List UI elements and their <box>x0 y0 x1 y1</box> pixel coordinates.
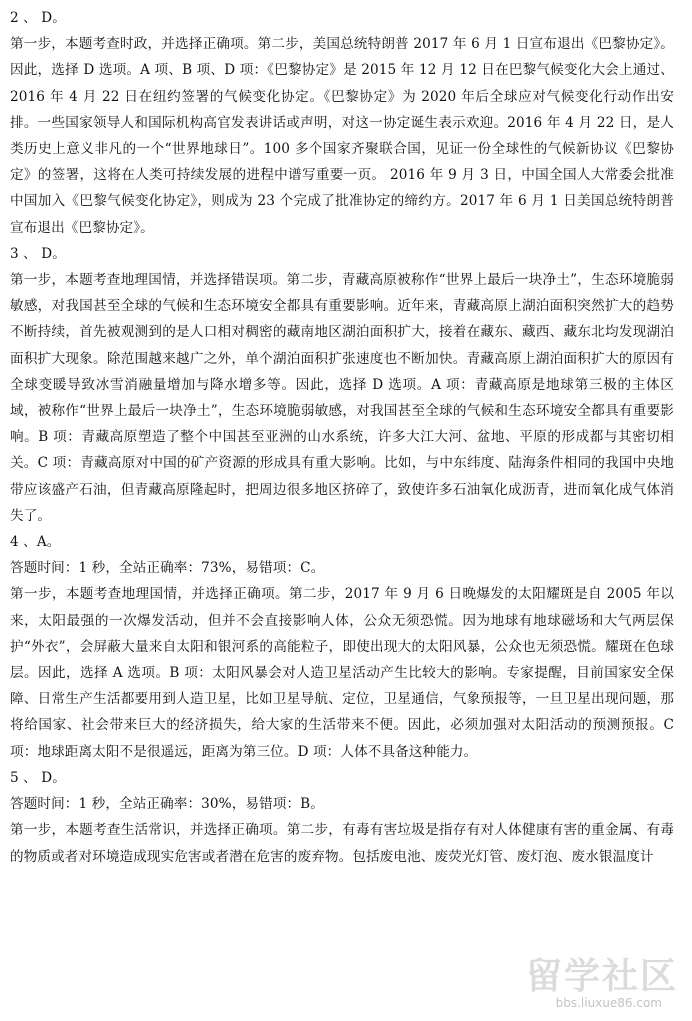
answer-3-heading: 3 、 D。 <box>10 245 66 262</box>
site-watermark <box>498 957 684 1015</box>
answer-5-explanation: 第一步，本题考查生活常识，并选择正确项。第二步，有毒有害垃圾是指存有对人体健康有害的重金属、有毒的物质或者对环境造成现实危害或者潜在危害的废弃物。包括废电池、废荧光灯管、废灯泡、废水银温度计 <box>10 822 674 865</box>
watermark-logo: 留学社区 <box>525 956 678 997</box>
answer-2-explanation: 第一步，本题考查时政，并选择正确项。第二步，美国总统特朗普 2017 年 6 月 1 日宣布退出《巴黎协定》。因此，选择 D 选项。A 项、B 项、D 项：《巴黎协定》是 2015 年 12 月 12 日在巴黎气候变化大会上通过、2016 年 4 月 22 日在纽约签署的气候变化协定。《巴黎协定》为 2020 年后全球应对气候变化行动作出安排。一些国家领导人和国际机构高官发表讲话或声明，对这一协定诞生表示欢迎。2016 年 4 月 22 日，是人类历史上意义非凡的一个“世界地球日”。100 多个国家齐聚联合国，见证一份全球性的气候新协议《巴黎协定》的签署，这将在人类可持续发展的进程中谱写重要一页。 2016 年 9 月 3 日，中国全国人大常委会批准中国加入《巴黎气候变化协定》，则成为 23 个完成了批准协定的缔约方。2017 年 6 月 1 日美国总统特朗普宣布退出《巴黎协定》。 <box>10 36 674 236</box>
answer-5-stats: 答题时间：1 秒，全站正确率：30%，易错项：B。 <box>10 796 324 813</box>
answer-5-heading: 5 、 D。 <box>10 769 66 786</box>
answer-2-heading: 2 、 D。 <box>10 10 66 26</box>
answer-3-explanation: 第一步，本题考查地理国情，并选择错误项。第二步，青藏高原被称作“世界上最后一块净土”，生态环境脆弱敏感，对我国甚至全球的气候和生态环境安全都具有重要影响。近年来，青藏高原上湖泊面积突然扩大的趋势不断持续，首先被观测到的是人口相对稠密的藏南地区湖泊面积扩大，接着在藏东、藏西、藏东北均发现湖泊面积扩大现象。除范围越来越广之外，单个湖泊面积扩张速度也不断加快。青藏高原上湖泊面积扩大的原因有全球变暖导致冰雪消融量增加与降水增多等。因此，选择 D 选项。A 项：青藏高原是地球第三极的主体区域，被称作“世界上最后一块净土”，生态环境脆弱敏感，对我国甚至全球的气候和生态环境安全都具有重要影响。B 项：青藏高原塑造了整个中国甚至亚洲的山水系统，许多大江大河、盆地、平原的形成都与其密切相关。C 项：青藏高原对中国的矿产资源的形成具有重大影响。比如，与中东纬度、陆海条件相同的我国中央地带应该盛产石油，但青藏高原隆起时，把周边很多地区挤碎了，致使许多石油氧化成沥青，进而氧化成气体消失了。 <box>10 272 674 524</box>
answer-4-heading: 4 、A。 <box>10 534 61 551</box>
answer-4-explanation: 第一步，本题考查地理国情，并选择正确项。第二步，2017 年 9 月 6 日晚爆发的太阳耀斑是自 2005 年以来，太阳最强的一次爆发活动，但并不会直接影响人体，公众无须恐慌。因为地球有地球磁场和大气两层保护“外衣”，会屏蔽大量来自太阳和银河系的高能粒子，即使出现大的太阳风暴，公众也无须恐慌。耀斑在色球层。因此，选择 A 选项。B 项：太阳风暴会对人造卫星活动产生比较大的影响。专家提醒，目前国家安全保障、日常生产生活都要用到人造卫星，比如卫星导航、定位，卫星通信，气象预报等，一旦卫星出现问题，那将给国家、社会带来巨大的经济损失，给大家的生活带来不便。因此，必须加强对太阳活动的预测预报。C 项：地球距离太阳不是很遥远，距离为第三位。D 项：人体不具备这种能力。 <box>10 586 674 760</box>
answer-4-stats: 答题时间：1 秒，全站正确率：73%，易错项：C。 <box>10 560 325 577</box>
watermark-url: bbs.liuxue86.com <box>555 996 662 1010</box>
